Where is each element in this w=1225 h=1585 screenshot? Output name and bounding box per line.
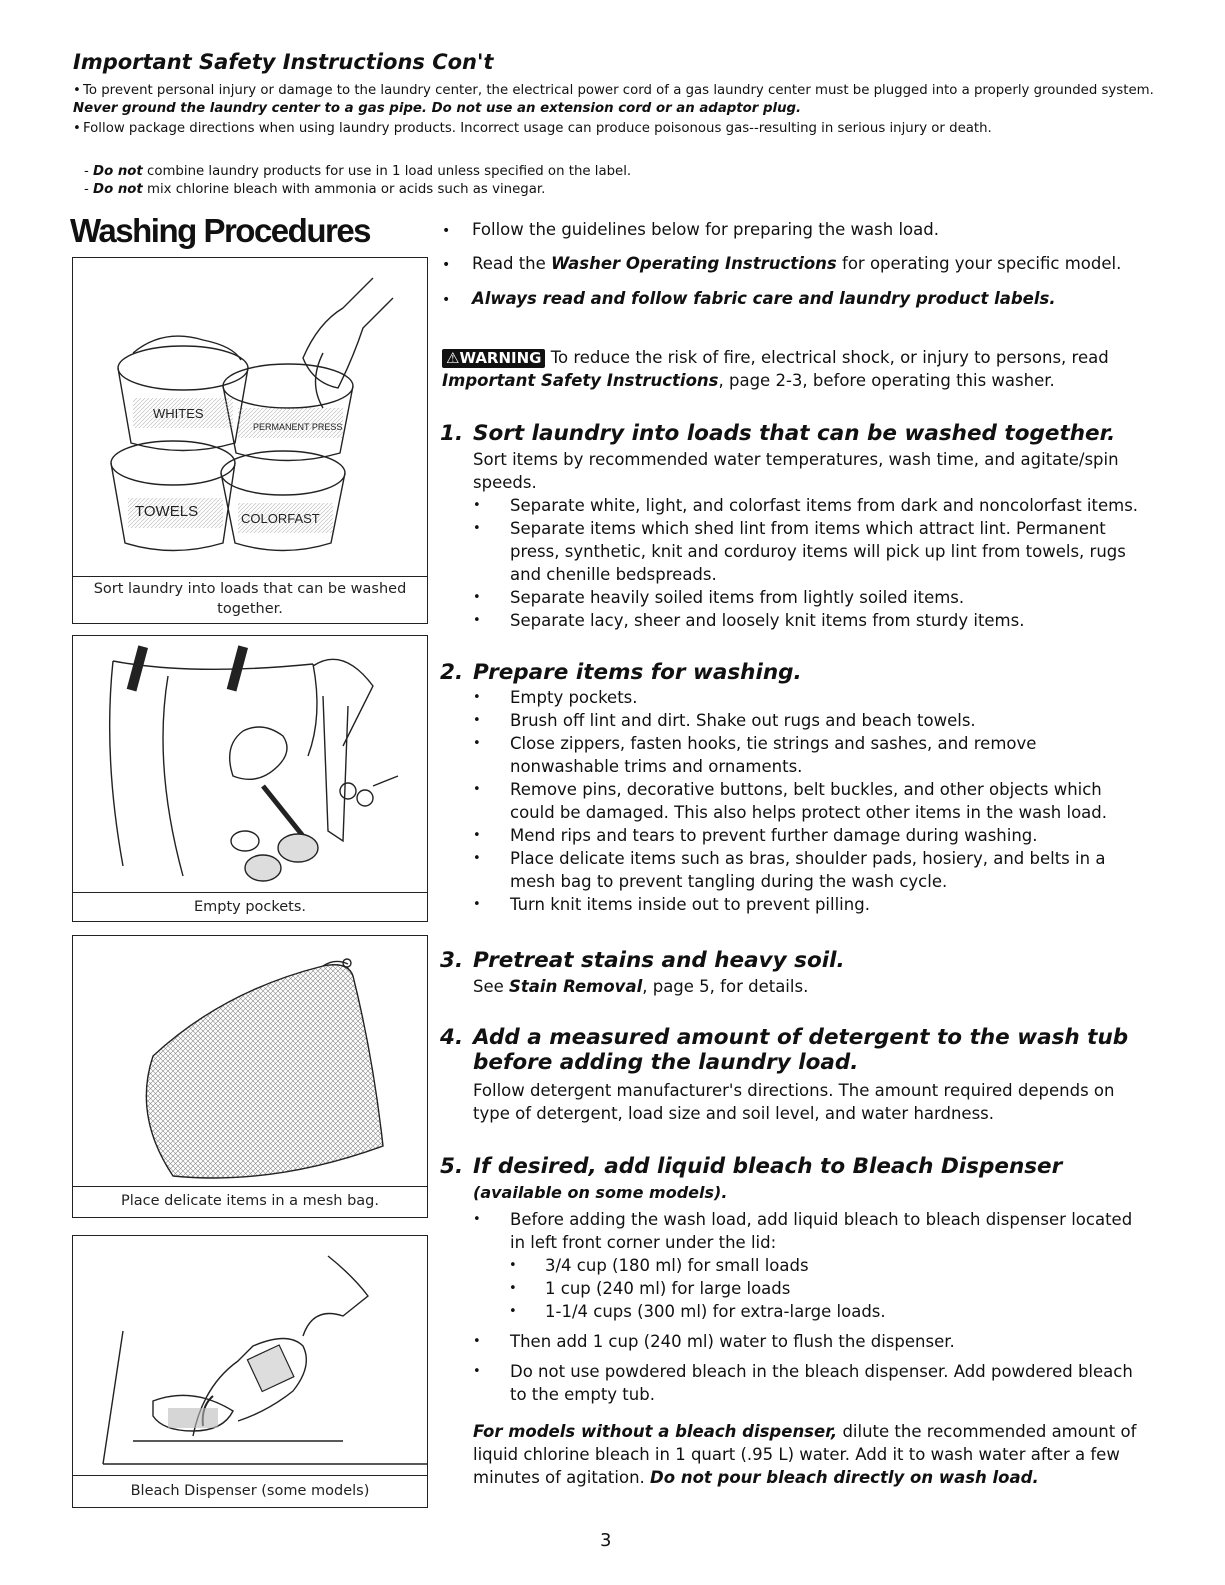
warning-badge: ⚠WARNING	[442, 349, 545, 368]
list-item: • Before adding the wash load, add liquid bleach to bleach dispenser located in left front corner under the lid:	[473, 1208, 1145, 1254]
list-item: • Separate white, light, and colorfast items from dark and noncolorfast items.	[473, 494, 1145, 517]
bleach-note: For models without a bleach dispenser, dilute the recommended amount of liquid chlorine bleach in 1 quart (.95 L) water. Add it to wash water after a few minutes of agitation. Do not pour bleach directly on wash load.	[473, 1422, 1137, 1487]
safety-bullet-1: • To prevent personal injury or damage to the laundry center, the electrical power cord of a gas laundry center must be plugged into a properly grounded system. Never ground the laundry center to a gas pipe. Do not use an extension cord or an adaptor plug.	[73, 83, 1154, 116]
safety-sub-2: - Do not mix chlorine bleach with ammonia or acids such as vinegar.	[84, 182, 546, 197]
step-5-title: 5. If desired, add liquid bleach to Bleach Dispenser (available on some models).	[440, 1154, 1063, 1202]
bullet-icon: •	[73, 121, 81, 136]
figure-empty-pockets	[72, 635, 428, 922]
figure-caption: Sort laundry into loads that can be washed together.	[93, 581, 407, 617]
basket-label: TOWELS	[135, 503, 199, 520]
safety-sub-1: - Do not combine laundry products for use in 1 load unless specified on the label.	[84, 164, 632, 179]
bleach-dispenser-illustration	[73, 1236, 427, 1476]
basket-label: COLORFAST	[241, 511, 320, 526]
figure-caption: Place delicate items in a mesh bag.	[121, 1193, 379, 1209]
step-1-body: Sort items by recommended water temperatures, wash time, and agitate/spin speeds.	[473, 450, 1119, 492]
warning-notice: ⚠WARNING To reduce the risk of fire, electrical shock, or injury to persons, read Important Safety Instructions, page 2-3, before operating this washer.	[442, 348, 1109, 390]
page-number: 3	[600, 1530, 612, 1551]
step-1	[440, 421, 1145, 632]
list-item: • 3/4 cup (180 ml) for small loads	[473, 1254, 1145, 1277]
figure-caption: Bleach Dispenser (some models)	[130, 1483, 370, 1499]
list-item: • Turn knit items inside out to prevent pilling.	[473, 893, 1145, 916]
safety-bullet-2: • Follow package directions when using laundry products. Incorrect usage can produce poisonous gas--resulting in serious injury or death.	[73, 121, 992, 136]
mesh-bag-illustration	[73, 936, 427, 1187]
list-item: • Separate items which shed lint from items which attract lint. Permanent press, synthetic, knit and corduroy items will pick up lint from towels, rugs and chenille bedspreads.	[473, 517, 1145, 586]
intro-bullet-3: • Always read and follow fabric care and laundry product labels.	[442, 289, 1056, 308]
figure-sort-laundry	[72, 257, 428, 624]
step-5	[440, 1154, 1145, 1489]
step-3-body: See Stain Removal, page 5, for details.	[473, 977, 809, 996]
list-item: • Close zippers, fasten hooks, tie strings and sashes, and remove nonwashable trims and ornaments.	[473, 732, 1145, 778]
intro-bullet-1: • Follow the guidelines below for preparing the wash load.	[442, 220, 939, 239]
list-item: • Empty pockets.	[473, 686, 1145, 709]
figure-caption: Empty pockets.	[193, 899, 307, 915]
figure-bleach-dispenser	[72, 1235, 428, 1508]
laundry-baskets-illustration	[73, 258, 427, 577]
step-4-body: Follow detergent manufacturer's directions. The amount required depends on type of detergent, load size and soil level, and water hardness.	[473, 1081, 1115, 1123]
step-2-title: 2. Prepare items for washing.	[440, 660, 802, 685]
step-4	[440, 1025, 1145, 1125]
step-3	[440, 948, 1145, 998]
step-2	[440, 660, 1145, 916]
step-1-title: 1. Sort laundry into loads that can be washed together.	[440, 421, 1116, 446]
list-item: • Mend rips and tears to prevent further damage during washing.	[473, 824, 1145, 847]
intro-bullet-2: • Read the Washer Operating Instructions for operating your specific model.	[442, 254, 1122, 273]
list-item: • Brush off lint and dirt. Shake out rugs and beach towels.	[473, 709, 1145, 732]
list-item: • Place delicate items such as bras, shoulder pads, hosiery, and belts in a mesh bag to prevent tangling during the wash cycle.	[473, 847, 1145, 893]
list-item: • Separate heavily soiled items from lightly soiled items.	[473, 586, 1145, 609]
list-item: • Remove pins, decorative buttons, belt buckles, and other objects which could be damaged. This also helps protect other items in the wash load.	[473, 778, 1145, 824]
step-3-title: 3. Pretreat stains and heavy soil.	[440, 948, 845, 973]
warning-triangle-icon: ⚠	[446, 349, 460, 367]
list-item: • 1 cup (240 ml) for large loads	[473, 1277, 1145, 1300]
list-item: • Then add 1 cup (240 ml) water to flush the dispenser.	[473, 1330, 1145, 1353]
list-item: • 1-1/4 cups (300 ml) for extra-large loads.	[473, 1300, 1145, 1323]
basket-label: WHITES	[153, 406, 204, 421]
figure-mesh-bag	[72, 935, 428, 1218]
empty-pockets-illustration	[73, 636, 427, 893]
list-item: • Separate lacy, sheer and loosely knit items from sturdy items.	[473, 609, 1145, 632]
safety-heading: Important Safety Instructions Con't	[73, 50, 494, 74]
bullet-icon: •	[73, 83, 81, 98]
section-title: Washing Procedures	[70, 212, 371, 249]
step-4-title: 4. Add a measured amount of detergent to the wash tub before adding the laundry load.	[440, 1025, 1129, 1075]
list-item: • Do not use powdered bleach in the bleach dispenser. Add powdered bleach to the empty tub.	[473, 1360, 1145, 1406]
basket-label: PERMANENT PRESS	[253, 422, 343, 432]
